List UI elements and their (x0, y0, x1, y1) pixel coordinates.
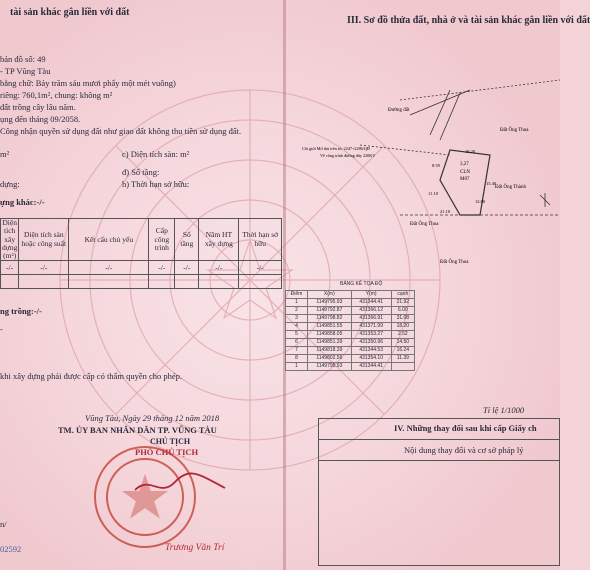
map-label: Chỉ giới Mở thủ trên số: 2247+2286/QĐ (302, 146, 370, 151)
table-cell: -/- (19, 261, 69, 275)
coord-cell: 1149858.05 (308, 331, 352, 339)
table-row (1, 261, 282, 275)
coord-cell: 7 (286, 347, 308, 355)
coord-cell: 1149795.93 (308, 299, 352, 307)
table-cell: -/- (69, 261, 149, 275)
coordinates-table (285, 290, 415, 371)
map-label: CLN (460, 170, 470, 175)
coord-cell: 431371.99 (351, 323, 391, 331)
coord-cell: 5 (286, 331, 308, 339)
construction-table (0, 218, 282, 289)
issue-date: Vũng Tàu, Ngày 29 tháng 12 năm 2018 (85, 413, 220, 423)
changes-box (318, 418, 560, 566)
coord-row (286, 355, 415, 363)
coord-row (286, 307, 415, 315)
coord-cell: 6 (286, 339, 308, 347)
coord-cell: 1 (286, 363, 308, 371)
coord-cell: 11.39 (391, 355, 414, 363)
coord-row (286, 331, 415, 339)
coord-cell: 431366.91 (351, 315, 391, 323)
coord-cell: 2 (286, 307, 308, 315)
coord-cell: 1 (286, 299, 308, 307)
edge-label: 11.10 (428, 191, 438, 196)
floor-count: đ) Số tầng: (122, 167, 160, 177)
coord-cell: 6.00 (391, 307, 414, 315)
coord-header: Điểm (286, 291, 308, 299)
map-label: Về công trình đường dây 220KV (320, 153, 376, 158)
other-works: ựng khác:-/- (0, 197, 45, 207)
table-header: Số tầng (175, 219, 199, 261)
permit-note: khi xây dựng phải được cấp có thẩm quyền cho phép. (0, 371, 183, 381)
coord-cell: 1149851.55 (308, 323, 352, 331)
coord-header: cạnh (391, 291, 414, 299)
coord-cell: 3 (286, 315, 308, 323)
coord-cell: 431353.27 (351, 331, 391, 339)
coord-cell: 431344.53 (351, 347, 391, 355)
signature (130, 470, 230, 500)
coord-cell: 431354.10 (351, 355, 391, 363)
table-header: Thời hạn sở hữu (239, 219, 282, 261)
map-label: M07 (460, 177, 470, 182)
coord-header: Y(m) (351, 291, 391, 299)
floor-area: c) Diện tích sàn: m² (122, 149, 190, 159)
map-label: Đường đất (388, 108, 410, 113)
edge-label: 12.00 (475, 199, 486, 204)
table-header: Năm HT xây dựng (199, 219, 239, 261)
map-label: Đất Ông Thành (495, 185, 527, 190)
serial-number: 02592 (0, 544, 22, 554)
map-label: Đất Ông Thoa (500, 128, 529, 133)
signer-name: Trương Văn Trí (165, 543, 225, 553)
chairman: CHỦ TỊCH (150, 437, 191, 446)
left-heading: tài sản khác gắn liền với đất (10, 7, 130, 18)
land-origin: Công nhận quyền sử dụng đất như giao đất không thu tiền sử dụng đất. (0, 126, 242, 136)
edge-label: 18.20 (465, 149, 476, 154)
map-label: Đất Ông Thoa (410, 222, 439, 227)
coord-row (286, 339, 415, 347)
table-header: Diện tích xây dựng (m²) (2, 218, 18, 260)
table-cell: -/- (199, 261, 239, 275)
coord-cell (391, 363, 414, 371)
area-unit: m² (0, 149, 10, 159)
table-cell: -/- (239, 261, 282, 275)
coord-cell: 431366.12 (351, 307, 391, 315)
changes-heading: IV. Những thay đổi sau khi cấp Giấy ch (394, 423, 537, 433)
coord-cell: 8 (286, 355, 308, 363)
committee: TM. ỦY BAN NHÂN DÂN TP. VŨNG TÀU (58, 425, 217, 435)
private-use-area: riêng: 760,1m², chung: không m² (0, 90, 113, 100)
left-mark: n/ (0, 519, 7, 529)
table-header: Kết cấu chủ yếu (69, 219, 149, 261)
table-header: Cấp công trình (149, 219, 175, 261)
map-label: 3,27 (460, 162, 469, 167)
coord-row (286, 363, 415, 371)
parcel-map (300, 85, 560, 285)
changes-column-header: Nội dung thay đổi và cơ sở pháp lý (404, 445, 524, 455)
coord-cell: 21.92 (391, 299, 414, 307)
coord-cell: 4 (286, 323, 308, 331)
table-cell: -/- (149, 261, 175, 275)
coord-cell: 31.08 (391, 315, 414, 323)
coord-cell: 14.50 (391, 339, 414, 347)
bullet: - (0, 324, 3, 334)
coord-row (286, 347, 415, 355)
right-heading: III. Sơ đồ thửa đất, nhà ở và tài sản khác gắn liền với đất (347, 15, 590, 26)
coord-cell: 1149818.39 (308, 347, 352, 355)
coord-cell: 431344.41 (351, 363, 391, 371)
edge-label: 8.59 (432, 163, 440, 168)
coord-cell: 2.52 (391, 331, 414, 339)
table-cell: -/- (1, 261, 19, 275)
coord-cell: 1149792.87 (308, 307, 352, 315)
coord-cell: 18.20 (391, 323, 414, 331)
coord-row (286, 323, 415, 331)
coord-row (286, 315, 415, 323)
coord-header: X(m) (308, 291, 352, 299)
coord-cell: 1149851.39 (308, 339, 352, 347)
land-type: đất trồng cây lâu năm. (0, 102, 76, 112)
map-scale: Tỉ lệ 1/1000 (483, 405, 525, 415)
coord-cell: 16.24 (391, 347, 414, 355)
edge-label: 15.40 (486, 181, 497, 186)
perennial-trees: ng trồng:-/- (0, 306, 42, 316)
page-fold (283, 0, 286, 570)
area-in-words: bằng chữ: Bảy trăm sáu mươi phẩy một mét vuông) (0, 78, 176, 88)
coord-cell: 1149798.82 (308, 315, 352, 323)
vice-chairman: PHÓ CHỦ TỊCH (135, 447, 199, 457)
coord-title: BẢNG KÊ TỌA ĐỘ (340, 281, 383, 287)
construction-label: dựng: (0, 179, 20, 189)
coord-cell: 431344.41 (351, 299, 391, 307)
coord-cell: 1149802.56 (308, 355, 352, 363)
map-label: Đất Ông Thoa (440, 260, 469, 265)
coord-row (286, 299, 415, 307)
coord-cell: 1149795.93 (308, 363, 352, 371)
edge-label: 21.10 (440, 209, 451, 214)
table-header: Diện tích sàn hoặc công suất (19, 219, 69, 261)
use-term: ụng đến tháng 09/2058. (0, 114, 81, 124)
ownership-term: h) Thời hạn sở hữu: (122, 179, 190, 189)
coord-cell: 431350.96 (351, 339, 391, 347)
map-sheet: bản đồ số: 49 (0, 54, 46, 64)
table-cell: -/- (175, 261, 199, 275)
city: - TP Vũng Tàu (0, 66, 51, 76)
